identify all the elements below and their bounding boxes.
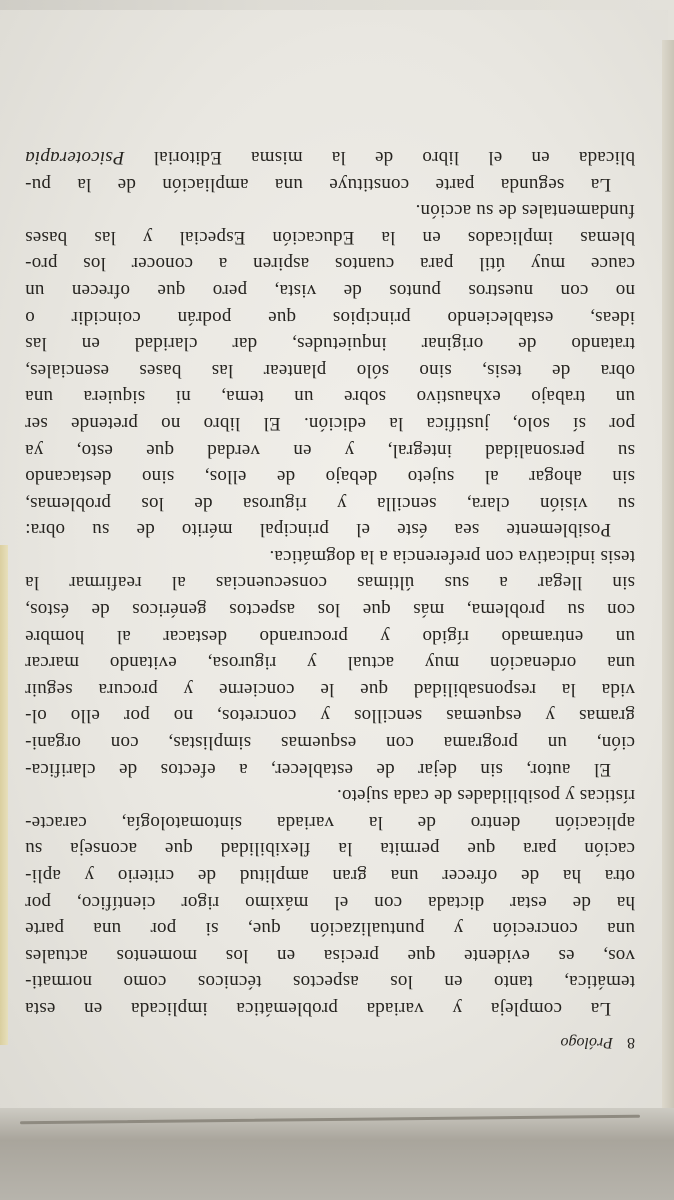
text-line: La compleja y variada problemática implicada en esta bbox=[25, 998, 611, 1019]
page-number: 8 bbox=[627, 1034, 635, 1051]
text-line: Posiblemente sea éste el principal mérito de su obra: bbox=[25, 519, 611, 541]
publisher-name: Psicoterapia bbox=[25, 147, 125, 168]
text-line: ideas, estableciendo principios que podrán coincidir o bbox=[25, 306, 635, 328]
text-line: con su problema, más que los aspectos genéricos de éstos, bbox=[25, 599, 635, 621]
text-line: una concreción y puntualización que, si por una parte bbox=[25, 918, 635, 940]
text-line: cauce muy útil para cuantos aspiren a conocer los pro- bbox=[25, 253, 635, 275]
text-line: vos, es evidente que precisa en los momentos actuales bbox=[25, 944, 635, 966]
text-line: su visión clara, sencilla y rigurosa de los problemas, bbox=[25, 492, 635, 514]
text-line: El autor, sin dejar de establecer, a efectos de clarifica- bbox=[25, 758, 611, 780]
text-line: blemas implicados en la Educación Especial y las bases bbox=[25, 226, 635, 248]
page-text-block bbox=[25, 128, 635, 1053]
text-line: cación para que permita la flexibilidad que aconseja su bbox=[25, 838, 635, 860]
text-line: fundamentales de su acción. bbox=[415, 200, 635, 222]
text-line: sin llegar a sus últimas consecuencias al reafirmar la bbox=[25, 572, 635, 594]
text-line: otra ha de ofrecer una gran amplitud de criterio y apli- bbox=[25, 865, 635, 887]
text-line: su personalidad integral, y en verdad que esto, ya bbox=[25, 439, 635, 461]
text-line: no con nuestros puntos de vista, pero que ofrecen un bbox=[25, 279, 635, 301]
chapter-title: Prólogo bbox=[560, 1034, 613, 1051]
running-header bbox=[25, 1031, 635, 1053]
text-line: obra de tesis, sino sólo plantear las bases esenciales, bbox=[25, 359, 635, 381]
text-line: sin ahogar al sujeto debajo de ellos, sino destacando bbox=[25, 466, 635, 488]
text-line: blicada en el libro de la misma Editorial Psicoterapia bbox=[25, 147, 635, 168]
binding-edge bbox=[662, 40, 674, 1120]
text-line: un entramado rígido y procurando destacar al hombre bbox=[25, 625, 635, 647]
text-line: ción, un programa con esquemas simplistas, con organi- bbox=[25, 732, 635, 754]
text-line: por sí solo, justifica la edición. El libro no pretende ser bbox=[25, 412, 635, 434]
text-line: vida la responsabilidad que le concierne y procura seguir bbox=[25, 678, 635, 700]
text-line: gramas y esquemas sencillos y concretos, no por ello ol- bbox=[25, 705, 635, 727]
tape-strip bbox=[0, 545, 8, 1045]
body-text bbox=[25, 143, 635, 1021]
text-line: tesis indicativa con preferencia a la dogmática. bbox=[269, 545, 635, 567]
text-line: La segunda parte constituye una ampliación de la pu- bbox=[25, 173, 611, 195]
text-line: aplicación dentro de la variada sintomatología, caracte- bbox=[25, 811, 635, 833]
text-line: rísticas y posibilidades de cada sujeto. bbox=[336, 785, 635, 807]
text-line: una ordenación muy actual y rigurosa, evitando marcar bbox=[25, 652, 635, 674]
text-line: tratando de originar inquietudes, dar claridad en las bbox=[25, 333, 635, 355]
text-line: un trabajo exhaustivo sobre un tema, ni siquiera una bbox=[25, 386, 635, 408]
text-line: temática, tanto en los aspectos técnicos como normati- bbox=[25, 971, 635, 993]
text-line: ha de estar dictada con el máximo rigor científico, por bbox=[25, 891, 635, 913]
